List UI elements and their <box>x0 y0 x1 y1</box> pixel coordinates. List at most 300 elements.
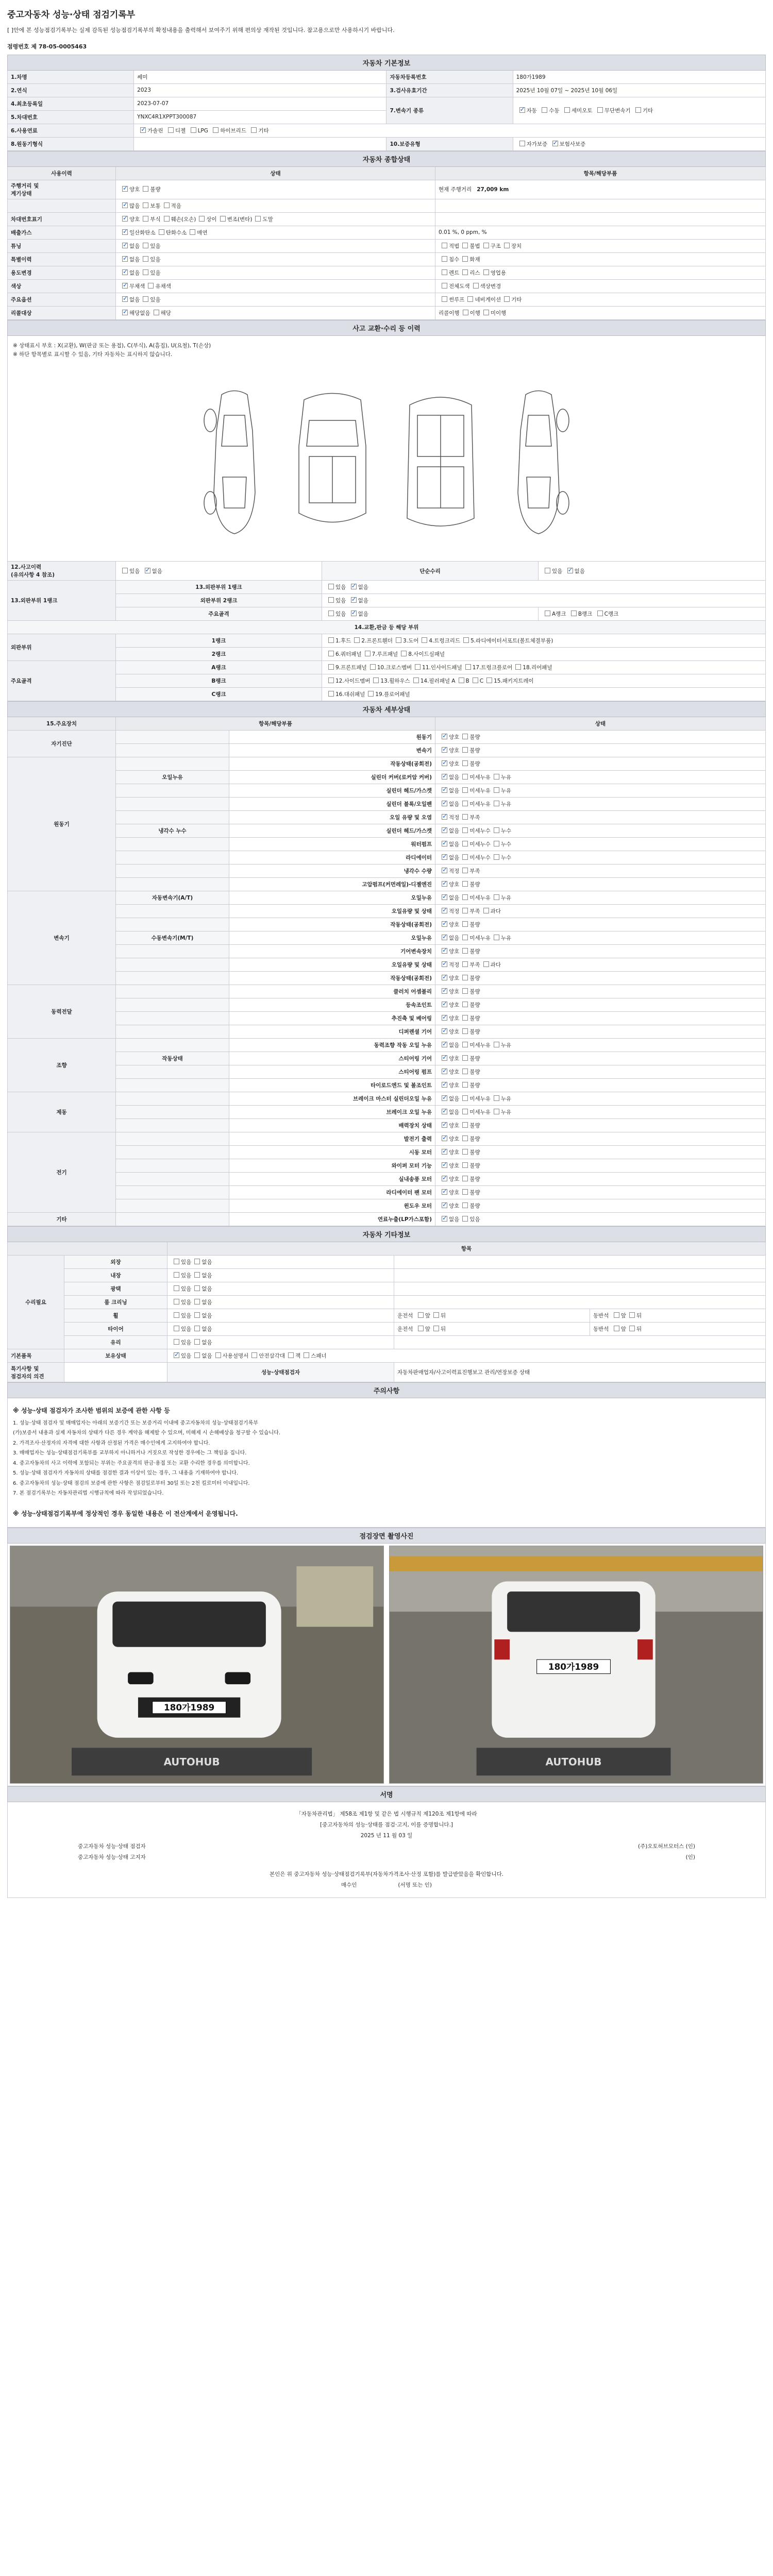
opinion-left <box>64 1363 167 1382</box>
checkbox-part-3-1[interactable] <box>373 677 379 683</box>
checkbox-repair-yes[interactable] <box>545 568 550 573</box>
checkbox-overall-right-6-2[interactable] <box>483 269 489 275</box>
checkbox-detail-1-0-1[interactable] <box>462 760 468 766</box>
checkbox-detail-5-1-0[interactable] <box>442 1109 447 1114</box>
checkbox-rank1-no[interactable] <box>351 584 357 589</box>
checkbox-detail-0-0-1[interactable] <box>462 734 468 739</box>
checkbox-detail-5-0-0[interactable] <box>442 1095 447 1101</box>
checkbox-detail-6-1-0[interactable] <box>442 1149 447 1155</box>
other-row <box>8 1336 766 1349</box>
checkbox-part-2-4[interactable] <box>515 664 521 670</box>
checkbox-rank2-no[interactable] <box>351 597 357 603</box>
checkbox-basic-item-5[interactable] <box>304 1352 309 1358</box>
checkbox-detail-2-4-0[interactable] <box>442 948 447 954</box>
checkbox-detail-2-3-0[interactable] <box>442 935 447 940</box>
checkbox-other-2-1[interactable] <box>194 1285 200 1291</box>
checkbox-overall-1-1[interactable] <box>143 202 148 208</box>
checkbox-detail-3-0-0[interactable] <box>442 988 447 994</box>
detail-row <box>8 998 766 1012</box>
checkbox-detail-1-8-0[interactable] <box>442 868 447 873</box>
overall-right: 현재 주행거리 27,009 km <box>435 180 766 199</box>
checkbox-basic-item-3[interactable] <box>251 1352 257 1358</box>
other-item: 광택 <box>64 1282 167 1296</box>
detail-sub <box>116 1146 229 1159</box>
checkbox-part-1-1[interactable] <box>365 651 371 656</box>
detail-sub <box>116 1173 229 1186</box>
checkbox-detail-2-0-2[interactable] <box>494 894 499 900</box>
checkbox-detail-1-3-1[interactable] <box>462 801 468 806</box>
checkbox-detail-6-0-1[interactable] <box>462 1136 468 1141</box>
checkbox-part-2-1[interactable] <box>370 664 376 670</box>
checkbox-part-2-3[interactable] <box>465 664 471 670</box>
checkbox-overall-5-1[interactable] <box>143 256 148 262</box>
detail-sub <box>116 1025 229 1039</box>
checkbox-overall-right-4-0[interactable] <box>442 243 447 248</box>
checkbox-repair-no[interactable] <box>567 568 573 573</box>
checkbox-overall-4-1[interactable] <box>143 243 148 248</box>
checkbox-detail-5-1-2[interactable] <box>494 1109 499 1114</box>
checkbox-detail-1-7-2[interactable] <box>494 854 499 860</box>
parts-items: 9.프론트패널 10.크로스멤버 11.인사이드패널 17.트렁크플로어 18.리어패널 <box>322 661 766 674</box>
overall-right: 렌트 리스 영업용 <box>435 266 766 279</box>
warranty-label: 10.보증유형 <box>386 137 513 150</box>
checkbox-detail-1-7-1[interactable] <box>462 854 468 860</box>
checkbox-part-3-3[interactable] <box>459 677 464 683</box>
checkbox-other-3-1[interactable] <box>194 1299 200 1304</box>
checkbox-passenger-5-1[interactable] <box>629 1326 635 1331</box>
detail-sub <box>116 1159 229 1173</box>
checkbox-detail-5-0-2[interactable] <box>494 1095 499 1101</box>
overall-table <box>7 151 766 320</box>
checkbox-frame-a[interactable] <box>545 611 550 616</box>
checkbox-detail-4-1-1[interactable] <box>462 1055 468 1061</box>
checkbox-overall-3-1[interactable] <box>159 229 164 235</box>
checkbox-overall-right-8-0[interactable] <box>442 296 447 302</box>
parts-row <box>8 661 766 674</box>
checkbox-detail-4-0-0[interactable] <box>442 1042 447 1047</box>
checkbox-part-3-2[interactable] <box>413 677 419 683</box>
detail-state: ✓ 양호 불량 <box>435 998 766 1012</box>
checkbox-detail-1-2-2[interactable] <box>494 787 499 793</box>
checkbox-overall-2-5[interactable] <box>255 216 261 222</box>
checkbox-driver-4-0[interactable] <box>418 1312 424 1318</box>
detail-sub: 오일누유 <box>116 771 229 784</box>
checkbox-overall-right-4-1[interactable] <box>462 243 468 248</box>
checkbox-detail-4-2-0[interactable] <box>442 1069 447 1074</box>
checkbox-overall-2-3[interactable] <box>199 216 205 222</box>
checkbox-overall-right-7-1[interactable] <box>473 283 479 289</box>
detail-sub <box>116 744 229 757</box>
detail-group: 조향 <box>8 1039 116 1092</box>
checkbox-detail-2-6-1[interactable] <box>462 975 468 980</box>
checkbox-overall-1-0[interactable] <box>122 202 128 208</box>
detail-item: 브레이크 오일 누유 <box>229 1106 435 1119</box>
other-item: 타이어 <box>64 1323 167 1336</box>
accident-status-table: 12.사고이력 (유의사항 4 참조) 있음 ✓ 없음 단순수리 있음 ✓ 없음 13.외판부위 1랭크 13.외판부위 1랭크 있음 ✓ 없음 외판부위 2랭크 있음 ✓ 없음 주요골격 있음 ✓ 없음 A랭크 B랭크 C랭크 14.교환,판금 등 해당 부위 외판부위 1랭크 1.후드 2.프론트휀더 3.도어 4.트렁크리드 5.라디에이터서포트(볼트체결부품) 2랭크 6.쿼터패널 7.루프패널 8.사이드실패널 주요골격 A랭크 9.프론트패널 10.크로스멤버 11.인사이드패널 17.트렁크플로어 18.리어패널 B랭크 12.사이드멤버 13.휠하우스 14.필러패널 A B C 15.패키지트레이 C랭크 16.대쉬패널 19.플로어패널 <box>7 561 766 701</box>
checkbox-detail-2-5-1[interactable] <box>462 961 468 967</box>
checkbox-detail-1-4-1[interactable] <box>462 814 468 820</box>
checkbox-detail-6-3-0[interactable] <box>442 1176 447 1181</box>
checkbox-detail-6-2-0[interactable] <box>442 1162 447 1168</box>
checkbox-detail-1-8-1[interactable] <box>462 868 468 873</box>
checkbox-detail-1-6-2[interactable] <box>494 841 499 846</box>
checkbox-overall-7-1[interactable] <box>148 283 154 289</box>
checkbox-detail-3-2-0[interactable] <box>442 1015 447 1021</box>
checkbox-part-0-3[interactable] <box>422 637 427 643</box>
checkbox-overall-6-1[interactable] <box>143 269 148 275</box>
detail-item: 라디에이터 <box>229 851 435 865</box>
other-item: 외장 <box>64 1256 167 1269</box>
checkbox-overall-3-2[interactable] <box>190 229 195 235</box>
detail-item: 작동상태(공회전) <box>229 757 435 771</box>
checkbox-detail-6-4-0[interactable] <box>442 1189 447 1195</box>
checkbox-detail-5-0-1[interactable] <box>462 1095 468 1101</box>
checkbox-detail-0-0-0[interactable] <box>442 734 447 739</box>
other-state: 있음 없음 <box>167 1323 394 1336</box>
checkbox-other-4-0[interactable] <box>174 1312 179 1318</box>
checkbox-overall-2-2[interactable] <box>164 216 170 222</box>
checkbox-detail-4-1-0[interactable] <box>442 1055 447 1061</box>
checkbox-other-5-0[interactable] <box>174 1326 179 1331</box>
detail-sub <box>116 838 229 851</box>
checkbox-overall-right-4-3[interactable] <box>504 243 510 248</box>
checkbox-fuel-4[interactable] <box>251 127 257 133</box>
checkbox-other-1-0[interactable] <box>174 1272 179 1278</box>
checkbox-trans-3[interactable] <box>597 107 603 113</box>
fuel-label: 6.사용연료 <box>8 124 134 137</box>
checkbox-detail-1-5-1[interactable] <box>462 827 468 833</box>
overall-right: 적법 불법 구조 장치 <box>435 239 766 252</box>
checkbox-other-3-0[interactable] <box>174 1299 179 1304</box>
detail-state: ✓ 양호 불량 <box>435 1079 766 1092</box>
checkbox-detail-2-4-1[interactable] <box>462 948 468 954</box>
checkbox-detail-2-1-2[interactable] <box>483 908 489 913</box>
checkbox-other-1-1[interactable] <box>194 1272 200 1278</box>
detail-sub <box>116 945 229 958</box>
checkbox-detail-1-3-2[interactable] <box>494 801 499 806</box>
detail-item: 발전기 출력 <box>229 1132 435 1146</box>
detail-group: 기타 <box>8 1213 116 1226</box>
note-item: 7. 본 점검기록부는 자동차관리법 시행규칙에 따라 작성되었습니다. <box>13 1490 164 1497</box>
checkbox-detail-2-0-0[interactable] <box>442 894 447 900</box>
checkbox-basic-item-1[interactable] <box>194 1352 200 1358</box>
checkbox-detail-3-3-1[interactable] <box>462 1028 468 1034</box>
checkbox-detail-1-4-0[interactable] <box>442 814 447 820</box>
checkbox-detail-7-0-1[interactable] <box>462 1216 468 1222</box>
buyer-sign[interactable]: (서명 또는 인) <box>398 1882 432 1888</box>
detail-state: ✓ 없음 미세누유 누유 <box>435 771 766 784</box>
detail-state: ✓ 양호 불량 <box>435 918 766 931</box>
checkbox-accident-no[interactable] <box>145 568 150 573</box>
checkbox-detail-5-2-1[interactable] <box>462 1122 468 1128</box>
checkbox-detail-1-2-1[interactable] <box>462 787 468 793</box>
checkbox-detail-1-5-2[interactable] <box>494 827 499 833</box>
detail-row <box>8 865 766 878</box>
checkbox-detail-2-6-0[interactable] <box>442 975 447 980</box>
checkbox-detail-3-0-1[interactable] <box>462 988 468 994</box>
checkbox-part-2-2[interactable] <box>415 664 421 670</box>
other-row <box>8 1269 766 1282</box>
checkbox-other-0-1[interactable] <box>194 1259 200 1264</box>
checkbox-detail-4-0-1[interactable] <box>462 1042 468 1047</box>
checkbox-part-0-2[interactable] <box>396 637 401 643</box>
detail-row <box>8 771 766 784</box>
checkbox-detail-3-1-1[interactable] <box>462 1002 468 1007</box>
vin-label: 5.차대번호 <box>8 110 134 124</box>
detail-item: 스티어링 기어 <box>229 1052 435 1065</box>
checkbox-passenger-4-1[interactable] <box>629 1312 635 1318</box>
checkbox-overall-6-0[interactable] <box>122 269 128 275</box>
checkbox-other-2-0[interactable] <box>174 1285 179 1291</box>
checkbox-detail-2-5-2[interactable] <box>483 961 489 967</box>
section-title-detail: 자동차 세부상태 <box>8 702 766 717</box>
checkbox-part-4-1[interactable] <box>368 691 374 697</box>
detail-row <box>8 985 766 998</box>
checkbox-detail-6-1-1[interactable] <box>462 1149 468 1155</box>
checkbox-detail-5-2-0[interactable] <box>442 1122 447 1128</box>
checkbox-detail-0-1-1[interactable] <box>462 747 468 753</box>
detail-item: 작동상태(공회전) <box>229 972 435 985</box>
checkbox-detail-6-5-0[interactable] <box>442 1202 447 1208</box>
checkbox-detail-1-9-1[interactable] <box>462 881 468 887</box>
checkbox-overall-0-1[interactable] <box>143 186 148 192</box>
overall-label: 색상 <box>8 279 116 293</box>
checkbox-other-0-0[interactable] <box>174 1259 179 1264</box>
checkbox-basic-item-4[interactable] <box>288 1352 294 1358</box>
checkbox-overall-right-5-0[interactable] <box>442 256 447 262</box>
checkbox-trans-1[interactable] <box>542 107 547 113</box>
checkbox-basic-item-0[interactable] <box>174 1352 179 1358</box>
checkbox-detail-1-6-1[interactable] <box>462 841 468 846</box>
other-row <box>8 1323 766 1336</box>
detail-item: 원동기 <box>229 731 435 744</box>
checkbox-passenger-4-0[interactable] <box>614 1312 619 1318</box>
checkbox-detail-2-2-1[interactable] <box>462 921 468 927</box>
other-row <box>8 1309 766 1323</box>
checkbox-detail-1-0-0[interactable] <box>442 760 447 766</box>
checkbox-overall-2-0[interactable] <box>122 216 128 222</box>
checkbox-part-0-0[interactable] <box>328 637 334 643</box>
detail-item: 작동상태(공회전) <box>229 918 435 931</box>
checkbox-part-3-0[interactable] <box>328 677 334 683</box>
detail-sub <box>116 1079 229 1092</box>
checkbox-detail-3-2-1[interactable] <box>462 1015 468 1021</box>
detail-state: ✓ 양호 불량 <box>435 1132 766 1146</box>
first-reg-value: 2023-07-07 <box>134 97 386 110</box>
checkbox-other-5-1[interactable] <box>194 1326 200 1331</box>
checkbox-driver-5-1[interactable] <box>433 1326 439 1331</box>
checkbox-detail-1-1-2[interactable] <box>494 774 499 779</box>
checkbox-detail-1-2-0[interactable] <box>442 787 447 793</box>
checkbox-overall-0-0[interactable] <box>122 186 128 192</box>
checkbox-part-3-5[interactable] <box>486 677 492 683</box>
col-detail-items: 항목/해당부품 <box>116 717 435 731</box>
checkbox-overall-right-6-0[interactable] <box>442 269 447 275</box>
checkbox-part-0-1[interactable] <box>354 637 360 643</box>
other-row <box>8 1256 766 1269</box>
checkbox-overall-right-8-2[interactable] <box>504 296 510 302</box>
checkbox-detail-5-1-1[interactable] <box>462 1109 468 1114</box>
checkbox-frame-b[interactable] <box>571 611 577 616</box>
legend-line-2: ※ 하단 항목별로 표시할 수 있음, 기타 자동차는 표시하지 않습니다. <box>13 351 173 358</box>
checkbox-detail-2-2-0[interactable] <box>442 921 447 927</box>
checkbox-detail-1-3-0[interactable] <box>442 801 447 806</box>
checkbox-warranty-1[interactable] <box>552 141 558 146</box>
checkbox-detail-6-4-1[interactable] <box>462 1189 468 1195</box>
checkbox-detail-6-3-1[interactable] <box>462 1176 468 1181</box>
checkbox-detail-2-3-2[interactable] <box>494 935 499 940</box>
other-state: 있음 없음 <box>167 1309 394 1323</box>
checkbox-detail-4-3-0[interactable] <box>442 1082 447 1088</box>
checkbox-overall-right-9-0[interactable] <box>463 310 468 315</box>
checkbox-detail-7-0-0[interactable] <box>442 1216 447 1222</box>
checkbox-fuel-2[interactable] <box>191 127 196 133</box>
col-history: 사용이력 <box>8 166 116 180</box>
detail-item: 실린더 블록/오일팬 <box>229 798 435 811</box>
overall-label: 리콜대상 <box>8 306 116 319</box>
checkbox-other-6-0[interactable] <box>174 1339 179 1345</box>
note-item: 3. 매매업자는 성능·상태점검기록부를 교부하지 아니하거나 거짓으로 작성한 경우에는 그 책임을 집니다. <box>13 1450 247 1456</box>
detail-row <box>8 811 766 824</box>
detail-sub <box>116 1119 229 1132</box>
checkbox-overall-1-2[interactable] <box>164 202 170 208</box>
checkbox-detail-1-1-1[interactable] <box>462 774 468 779</box>
detail-row <box>8 972 766 985</box>
checkbox-basic-item-2[interactable] <box>215 1352 221 1358</box>
checkbox-fuel-0[interactable] <box>140 127 146 133</box>
detail-sub <box>116 731 229 744</box>
checkbox-overall-right-4-2[interactable] <box>483 243 489 248</box>
checkbox-overall-5-0[interactable] <box>122 256 128 262</box>
checkbox-detail-1-6-0[interactable] <box>442 841 447 846</box>
detail-item: 실린더 헤드/가스켓 <box>229 784 435 798</box>
inspector-label: 중고자동차 성능·상태 점검자 <box>78 1843 146 1850</box>
checkbox-detail-2-1-1[interactable] <box>462 908 468 913</box>
checkbox-part-1-0[interactable] <box>328 651 334 656</box>
driver-side: 운전석 앞 뒤 <box>394 1323 590 1336</box>
checkbox-driver-5-0[interactable] <box>418 1326 424 1331</box>
checkbox-trans-2[interactable] <box>564 107 570 113</box>
detail-group: 변속기 <box>8 891 116 985</box>
checkbox-overall-right-9-1[interactable] <box>483 310 489 315</box>
overall-row <box>8 293 766 306</box>
checkbox-part-4-0[interactable] <box>328 691 334 697</box>
checkbox-trans-4[interactable] <box>635 107 641 113</box>
detail-row <box>8 744 766 757</box>
checkbox-overall-8-0[interactable] <box>122 296 128 302</box>
checkbox-accident-yes[interactable] <box>122 568 128 573</box>
checkbox-part-2-0[interactable] <box>328 664 334 670</box>
repair-label: 단순수리 <box>322 562 539 581</box>
checkbox-rank1-yes[interactable] <box>328 584 334 589</box>
checkbox-detail-4-2-1[interactable] <box>462 1069 468 1074</box>
detail-group: 제동 <box>8 1092 116 1132</box>
checkbox-detail-1-7-0[interactable] <box>442 854 447 860</box>
checkbox-other-6-1[interactable] <box>194 1339 200 1345</box>
checkbox-trans-0[interactable] <box>519 107 525 113</box>
overall-state: ✓많음 보통 적음 <box>116 199 435 212</box>
checkbox-detail-4-3-1[interactable] <box>462 1082 468 1088</box>
checkbox-overall-3-0[interactable] <box>122 229 128 235</box>
detail-state: ✓ 적정 부족 과다 <box>435 905 766 918</box>
checkbox-overall-2-4[interactable] <box>220 216 226 222</box>
checkbox-passenger-5-0[interactable] <box>614 1326 619 1331</box>
checkbox-overall-8-1[interactable] <box>143 296 148 302</box>
sign-date: 2025 년 11 월 03 일 <box>360 1832 413 1839</box>
checkbox-overall-right-5-1[interactable] <box>462 256 468 262</box>
checkbox-detail-3-3-0[interactable] <box>442 1028 447 1034</box>
detail-item: 실내송풍 모터 <box>229 1173 435 1186</box>
checkbox-detail-0-1-0[interactable] <box>442 747 447 753</box>
checkbox-detail-2-1-0[interactable] <box>442 908 447 913</box>
checkbox-detail-1-1-0[interactable] <box>442 774 447 779</box>
detail-state: ✓ 양호 불량 <box>435 744 766 757</box>
checkbox-overall-right-8-1[interactable] <box>467 296 473 302</box>
checkbox-overall-9-0[interactable] <box>122 310 128 315</box>
parts-rank: A랭크 <box>116 661 322 674</box>
checkbox-rank2-yes[interactable] <box>328 597 334 603</box>
detail-item: 스티어링 펌프 <box>229 1065 435 1079</box>
checkbox-overall-7-0[interactable] <box>122 283 128 289</box>
checkbox-overall-4-0[interactable] <box>122 243 128 248</box>
checkbox-other-4-1[interactable] <box>194 1312 200 1318</box>
inspector-name: (주)오토허브모터스 (인) <box>637 1843 695 1850</box>
checkbox-detail-3-1-0[interactable] <box>442 1002 447 1007</box>
detail-row <box>8 824 766 838</box>
checkbox-driver-4-1[interactable] <box>433 1312 439 1318</box>
checkbox-part-1-2[interactable] <box>401 651 407 656</box>
checkbox-detail-6-5-1[interactable] <box>462 1202 468 1208</box>
checkbox-detail-4-0-2[interactable] <box>494 1042 499 1047</box>
checkbox-fuel-3[interactable] <box>213 127 219 133</box>
parts-row <box>8 648 766 661</box>
checkbox-frame-no[interactable] <box>351 611 357 616</box>
checkbox-frame-yes[interactable] <box>328 611 334 616</box>
checkbox-detail-1-9-0[interactable] <box>442 881 447 887</box>
parts-items: 6.쿼터패널 7.루프패널 8.사이드실패널 <box>322 648 766 661</box>
overall-row <box>8 266 766 279</box>
checkbox-overall-right-6-1[interactable] <box>462 269 468 275</box>
checkbox-detail-6-0-0[interactable] <box>442 1136 447 1141</box>
photos-table <box>7 1528 766 1786</box>
checkbox-part-3-4[interactable] <box>473 677 478 683</box>
parts-rank: C랭크 <box>116 688 322 701</box>
driver-side: 운전석 앞 뒤 <box>394 1309 590 1323</box>
checkbox-part-0-4[interactable] <box>463 637 469 643</box>
note-item: (가)보증서 내용과 실제 자동차의 상태가 다른 경우 계약을 해제할 수 있으며, 미해제 시 손해배상을 청구할 수 있습니다. <box>13 1430 281 1436</box>
detail-item: 실린더 커버(로커암 커버) <box>229 771 435 784</box>
checkbox-overall-right-7-0[interactable] <box>442 283 447 289</box>
overall-right <box>435 199 766 212</box>
detail-row <box>8 1012 766 1025</box>
detail-state: ✓ 양호 불량 <box>435 1159 766 1173</box>
checkbox-detail-2-0-1[interactable] <box>462 894 468 900</box>
warranty-options: 자가보증 ✓ 보험사보증 <box>513 137 765 150</box>
checkbox-warranty-0[interactable] <box>519 141 525 146</box>
detail-sub <box>116 905 229 918</box>
checkbox-frame-c[interactable] <box>597 611 603 616</box>
checkbox-overall-2-1[interactable] <box>143 216 148 222</box>
checkbox-detail-1-5-0[interactable] <box>442 827 447 833</box>
checkbox-fuel-1[interactable] <box>168 127 174 133</box>
checkbox-detail-2-3-1[interactable] <box>462 935 468 940</box>
checkbox-detail-6-2-1[interactable] <box>462 1162 468 1168</box>
checkbox-detail-2-5-0[interactable] <box>442 961 447 967</box>
detail-row <box>8 905 766 918</box>
frame-parts-label: 주요골격 <box>8 661 116 701</box>
checkbox-overall-9-1[interactable] <box>154 310 159 315</box>
car-name-label: 1.차명 <box>8 70 134 83</box>
